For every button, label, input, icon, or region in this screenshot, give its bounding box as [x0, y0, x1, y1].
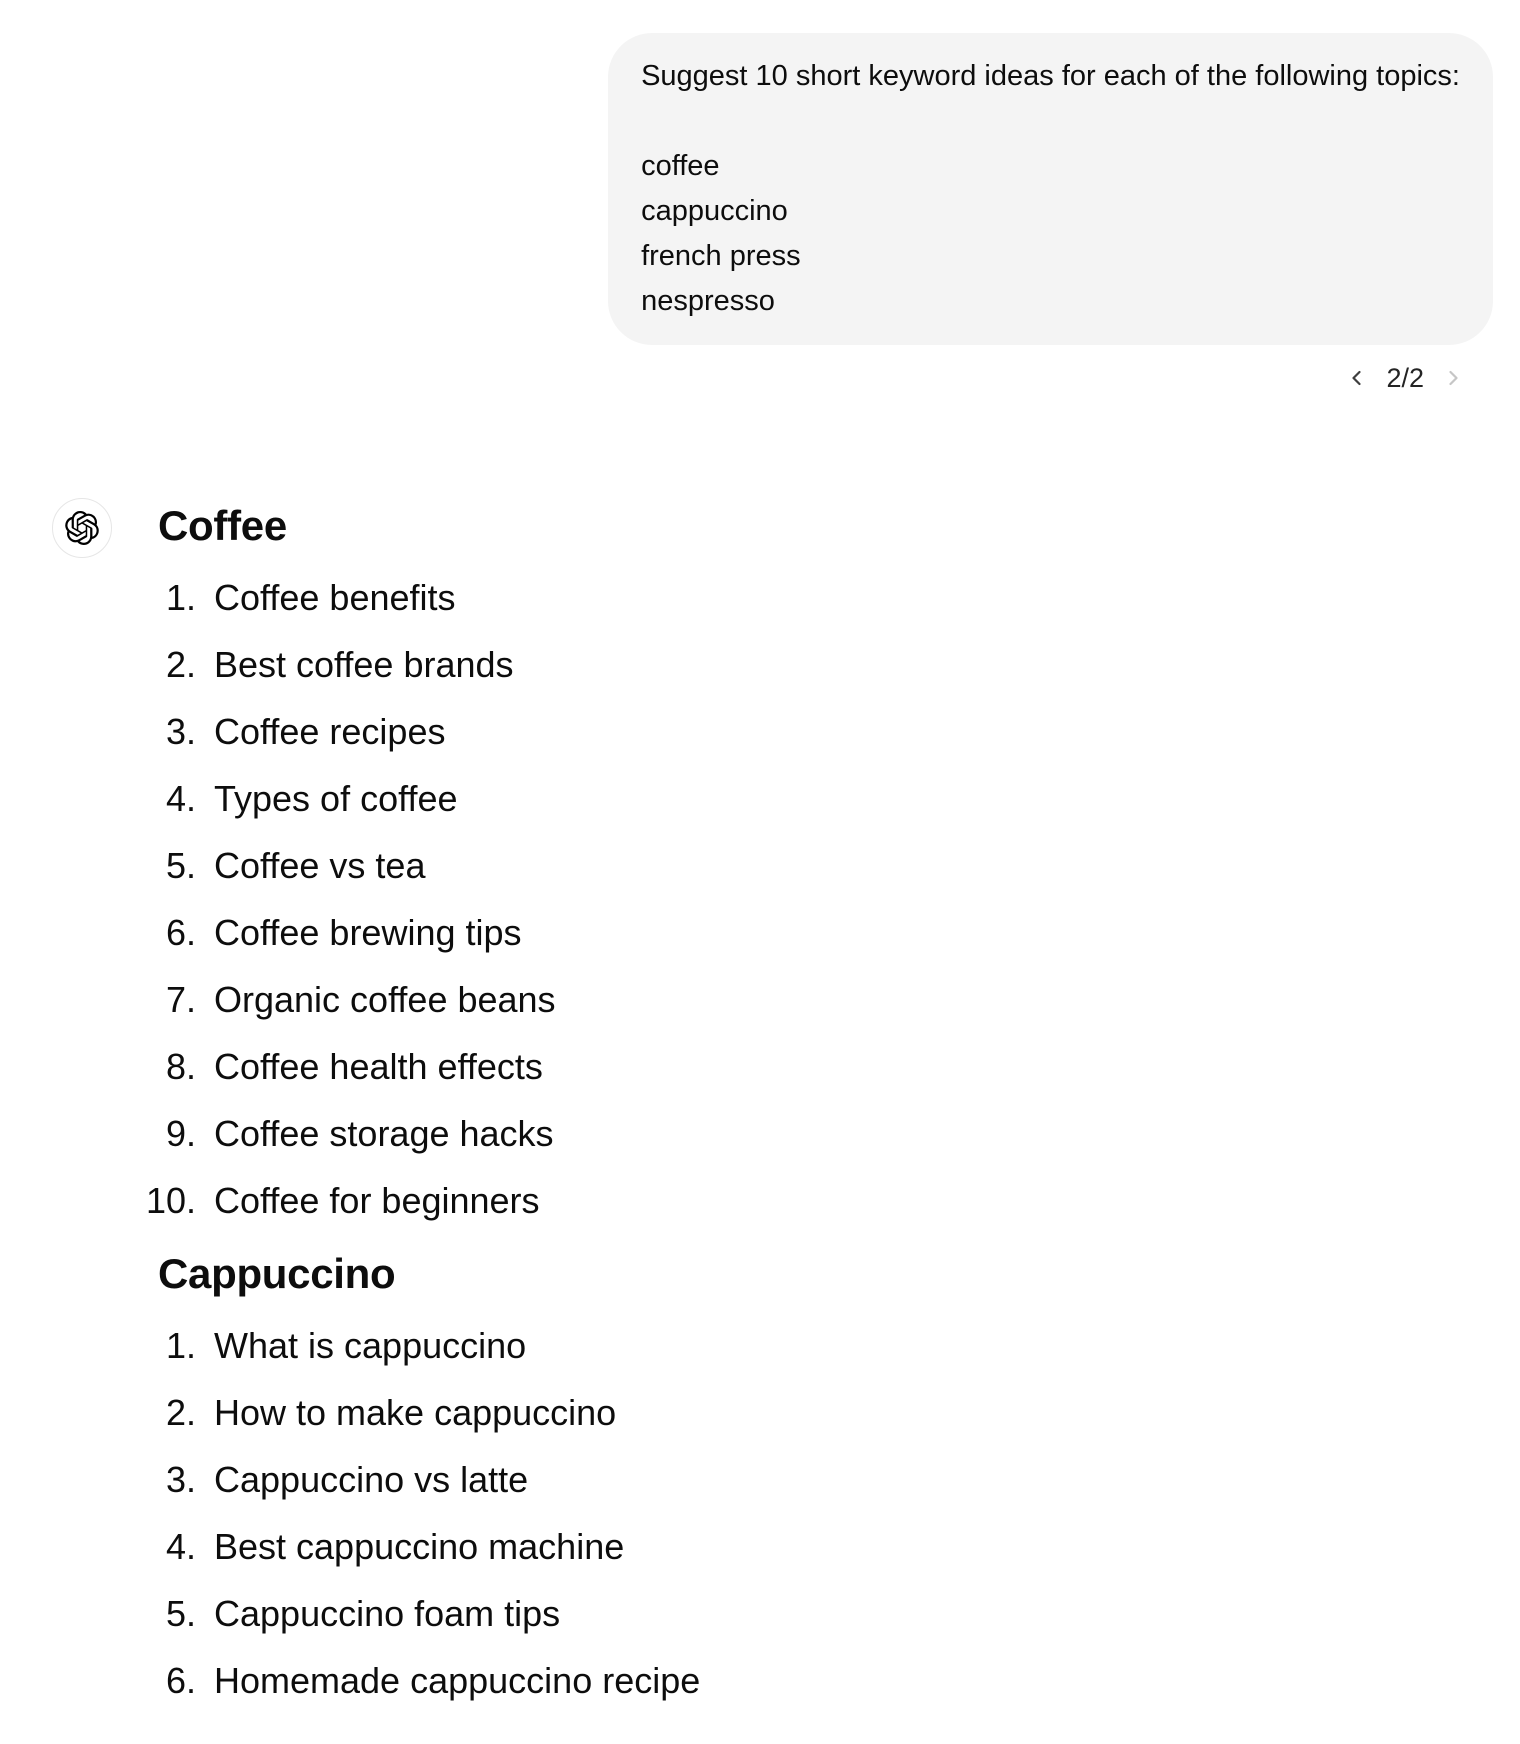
- openai-logo-icon: [65, 511, 99, 545]
- list-item-text: Coffee recipes: [214, 711, 446, 752]
- chevron-right-icon: [1441, 366, 1465, 390]
- topic-line: cappuccino: [641, 195, 788, 227]
- list-item-number: 6.: [165, 912, 196, 953]
- topic-line: coffee: [641, 150, 720, 182]
- response-pagination: [0, 361, 1468, 395]
- chevron-left-icon: [1345, 366, 1369, 390]
- list-item-number: 2.: [165, 1392, 196, 1433]
- list-item-number: 5.: [165, 1593, 196, 1634]
- keyword-list-cappuccino: [146, 1326, 700, 1701]
- list-item-text: Homemade cappuccino recipe: [214, 1660, 701, 1701]
- user-message-intro: Suggest 10 short keyword ideas for each of the following topics:: [641, 60, 1460, 92]
- user-message-bubble: [608, 33, 1493, 345]
- list-item-number: 10.: [146, 1180, 197, 1221]
- list-item-text: Coffee vs tea: [214, 845, 426, 886]
- list-item: [146, 1594, 700, 1634]
- list-item-text: Best coffee brands: [214, 644, 514, 685]
- pagination-label: 2/2: [1386, 362, 1424, 393]
- list-item: [146, 1393, 700, 1433]
- list-item: [146, 1661, 700, 1701]
- list-item-text: Types of coffee: [214, 778, 458, 819]
- keyword-list-coffee: [146, 578, 700, 1221]
- list-item-text: Coffee brewing tips: [214, 912, 522, 953]
- list-item-text: Cappuccino vs latte: [214, 1459, 529, 1500]
- list-item-text: Best cappuccino machine: [214, 1526, 625, 1567]
- list-item-text: Coffee benefits: [214, 577, 456, 618]
- list-item-text: Organic coffee beans: [214, 979, 556, 1020]
- list-item: [146, 645, 700, 685]
- topic-line: nespresso: [641, 285, 775, 317]
- list-item-number: 8.: [165, 1046, 196, 1087]
- topic-line: french press: [641, 240, 801, 272]
- list-item: [146, 712, 700, 752]
- list-item: [146, 1181, 700, 1221]
- assistant-message-row: [52, 498, 1520, 1728]
- list-item: [146, 913, 700, 953]
- user-message-topics: [641, 144, 1460, 324]
- list-item-number: 4.: [165, 778, 196, 819]
- list-item-number: 6.: [165, 1660, 196, 1701]
- section-heading-coffee: Coffee: [158, 502, 287, 549]
- list-item: [146, 1047, 700, 1087]
- list-item-text: How to make cappuccino: [214, 1392, 617, 1433]
- user-message-row: [0, 0, 1520, 345]
- previous-response-button[interactable]: [1342, 363, 1372, 393]
- list-item-number: 3.: [165, 711, 196, 752]
- assistant-avatar: [52, 498, 112, 558]
- list-item: [146, 1527, 700, 1567]
- assistant-message-content: [146, 498, 701, 1728]
- list-item-number: 4.: [165, 1526, 196, 1567]
- list-item: [146, 779, 700, 819]
- list-item-number: 7.: [165, 979, 196, 1020]
- list-item-text: Cappuccino foam tips: [214, 1593, 561, 1634]
- next-response-button[interactable]: [1438, 363, 1468, 393]
- list-item-text: Coffee for beginners: [214, 1180, 540, 1221]
- list-item-number: 2.: [165, 644, 196, 685]
- list-item-number: 1.: [165, 577, 196, 618]
- list-item: [146, 1326, 700, 1366]
- list-item: [146, 1460, 700, 1500]
- section-heading-cappuccino: Cappuccino: [158, 1250, 396, 1297]
- list-item-number: 1.: [165, 1325, 196, 1366]
- list-item-text: Coffee storage hacks: [214, 1113, 554, 1154]
- list-item-text: What is cappuccino: [214, 1325, 527, 1366]
- list-item: [146, 1114, 700, 1154]
- list-item: [146, 846, 700, 886]
- list-item: [146, 980, 700, 1020]
- list-item: [146, 578, 700, 618]
- list-item-number: 3.: [165, 1459, 196, 1500]
- list-item-number: 5.: [165, 845, 196, 886]
- list-item-text: Coffee health effects: [214, 1046, 543, 1087]
- list-item-number: 9.: [165, 1113, 196, 1154]
